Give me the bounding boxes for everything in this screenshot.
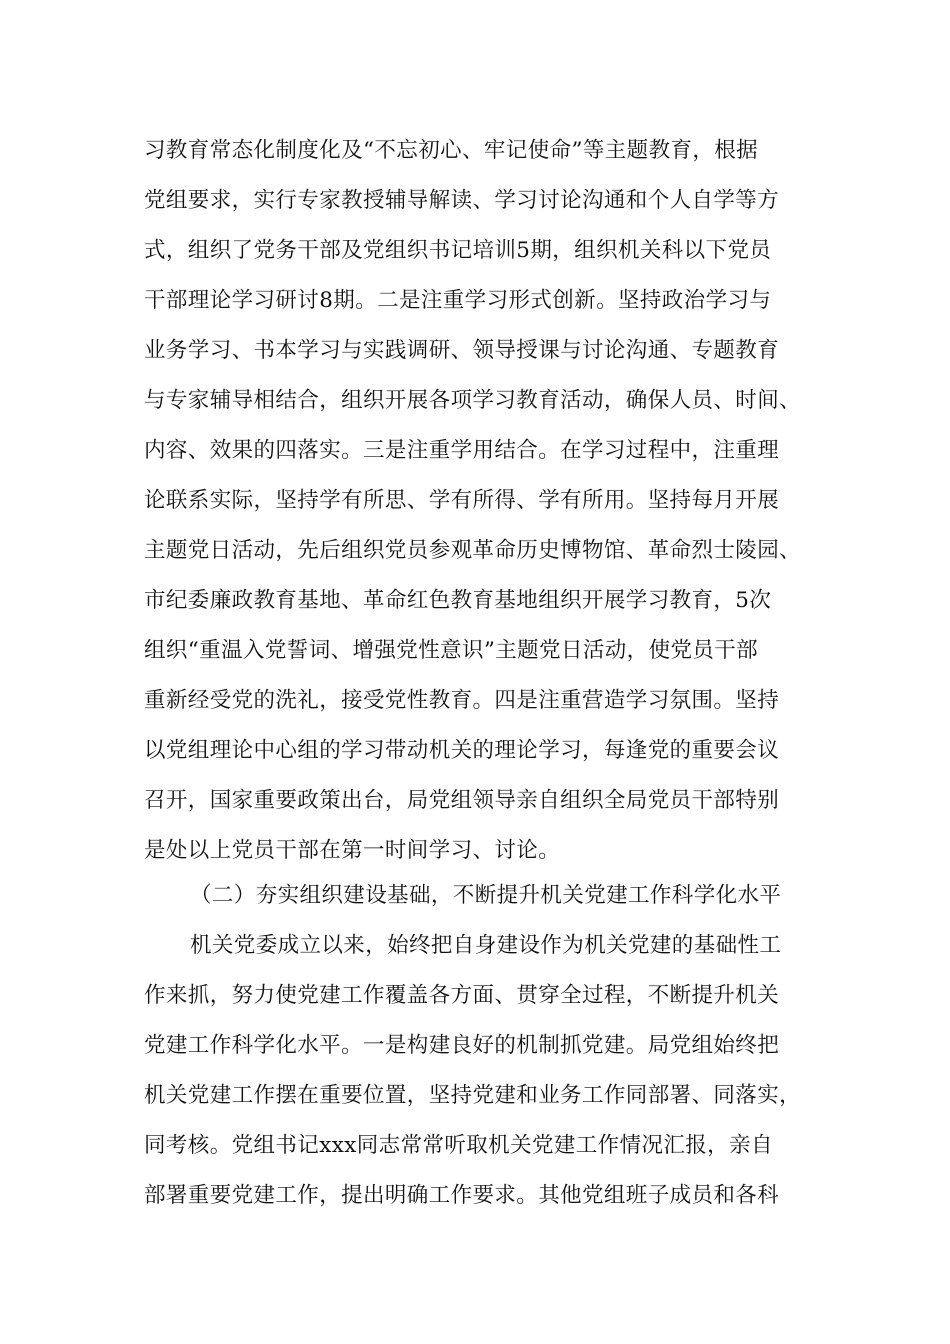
text-line: 召开，国家重要政策出台，局党组领导亲自组织全局党员干部特别: [144, 788, 780, 813]
text-line: 市纪委廉政教育基地、革命红色教育基地组织开展学习教育，5次: [144, 588, 772, 613]
text-line: 论联系实际，坚持学有所思、学有所得、学有所用。坚持每月开展: [144, 488, 780, 513]
text-line: 机关党委成立以来，始终把自身建设作为机关党建的基础性工: [190, 933, 782, 958]
text-line: 以党组理论中心组的学习带动机关的理论学习，每逢党的重要会议: [144, 738, 780, 763]
paragraph-study-education: [144, 126, 814, 876]
text-line: 部署重要党建工作，提出明确工作要求。其他党组班子成员和各科: [144, 1183, 780, 1208]
text-line: 业务学习、书本学习与实践调研、领导授课与讨论沟通、专题教育: [144, 338, 780, 363]
text-line: 干部理论学习研讨8期。二是注重学习形式创新。坚持政治学习与: [144, 288, 772, 313]
section-heading: [190, 871, 860, 921]
text-line: 党建工作科学化水平。一是构建良好的机制抓党建。局党组始终把: [144, 1033, 780, 1058]
text-line: 与专家辅导相结合，组织开展各项学习教育活动，确保人员、时间、: [144, 388, 802, 413]
text-line: 重新经受党的洗礼，接受党性教育。四是注重营造学习氛围。坚持: [144, 688, 780, 713]
text-line: 机关党建工作摆在重要位置，坚持党建和业务工作同部署、同落实，: [144, 1083, 802, 1108]
heading-text: （二）夯实组织建设基础，不断提升机关党建工作科学化水平: [190, 883, 782, 908]
paragraph-organization-building: [144, 921, 814, 1221]
text-line: 是处以上党员干部在第一时间学习、讨论。: [144, 838, 561, 863]
text-line: 作来抓，努力使党建工作覆盖各方面、贯穿全过程，不断提升机关: [144, 983, 780, 1008]
text-line: 内容、效果的四落实。三是注重学用结合。在学习过程中，注重理: [144, 438, 780, 463]
text-line: 习教育常态化制度化及“不忘初心、牢记使命”等主题教育，根据: [144, 138, 759, 163]
text-line: 主题党日活动，先后组织党员参观革命历史博物馆、革命烈士陵园、: [144, 538, 802, 563]
text-line: 组织“重温入党誓词、增强党性意识”主题党日活动，使党员干部: [144, 638, 759, 663]
text-line: 党组要求，实行专家教授辅导解读、学习讨论沟通和个人自学等方: [144, 188, 780, 213]
text-line: 同考核。党组书记xxx同志常常听取机关党建工作情况汇报，亲自: [144, 1133, 773, 1158]
text-line: 式，组织了党务干部及党组织书记培训5期，组织机关科以下党员: [144, 238, 772, 263]
